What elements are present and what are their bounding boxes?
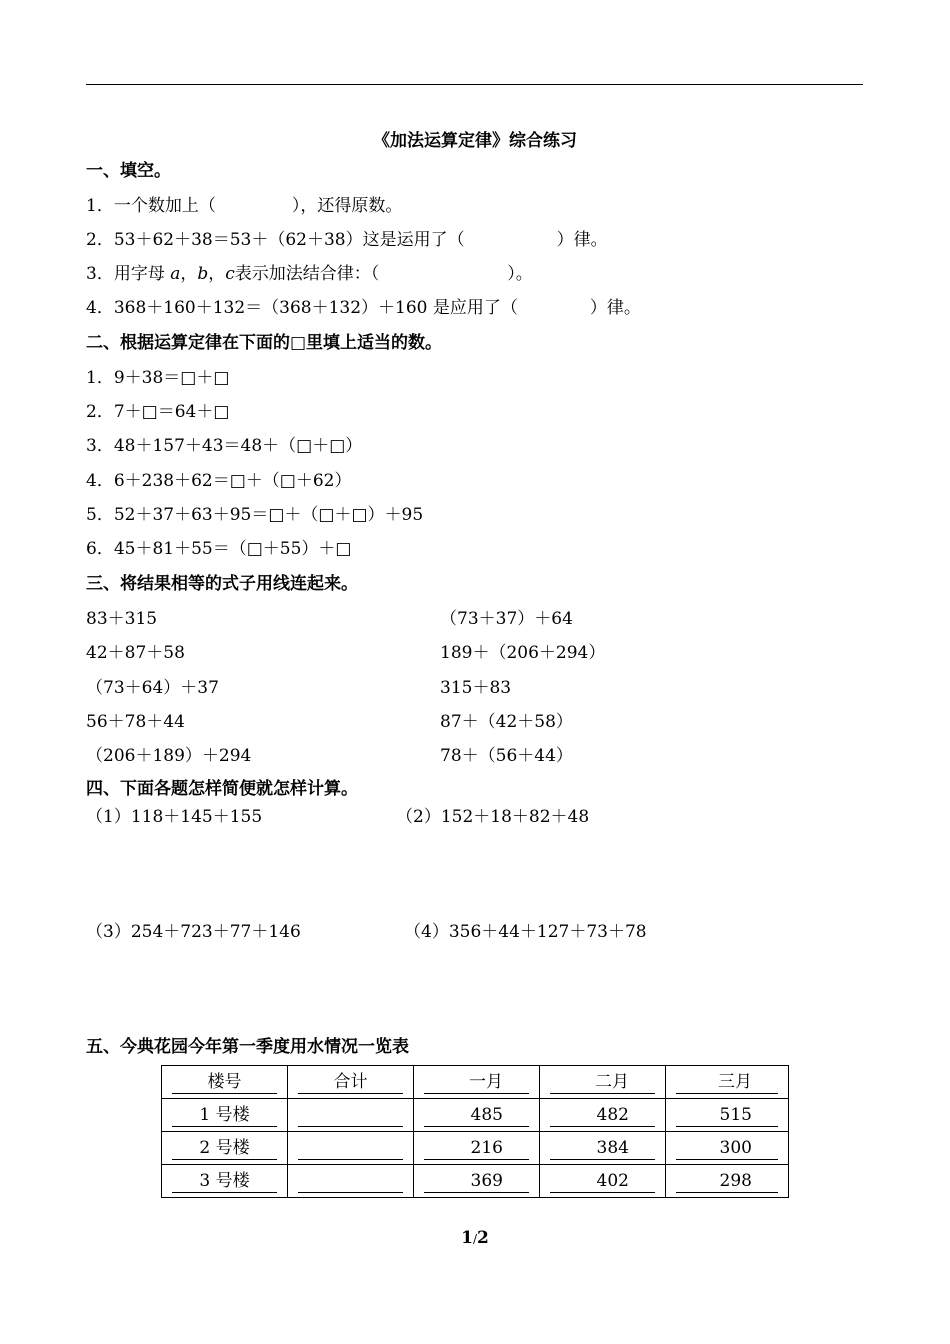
match-left-2: 42＋87＋58: [86, 643, 185, 663]
header-building: 楼号: [172, 1071, 277, 1094]
box-question-3: 3．48＋157＋43＝48＋（□＋□）: [86, 436, 363, 456]
match-right-1: （73＋37）＋64: [440, 609, 573, 629]
fill-question-4: 4．368＋160＋132＝（368＋132）＋160 是应用了（ ）律。: [86, 298, 641, 318]
box-question-1: 1．9＋38＝□＋□: [86, 368, 230, 388]
match-left-3: （73＋64）＋37: [86, 678, 219, 698]
row-feb: 384: [550, 1137, 655, 1160]
page-separator: /: [472, 1232, 478, 1246]
page-title: 《加法运算定律》综合练习: [373, 131, 577, 151]
page-number: [0, 1228, 950, 1248]
row-total-blank: [298, 1104, 403, 1127]
table-row: [162, 1132, 789, 1165]
fill-question-1: 1．一个数加上（ ），还得原数。: [86, 196, 403, 216]
match-right-4: 87＋（42＋58）: [440, 712, 573, 732]
section4-heading: 四、下面各题怎样简便就怎样计算。: [86, 779, 358, 799]
section3-heading: 三、将结果相等的式子用线连起来。: [86, 574, 358, 594]
row-jan: 216: [424, 1137, 529, 1160]
fill-question-3: 3．用字母 a，b，c表示加法结合律：（ ）。: [86, 264, 533, 284]
match-right-3: 315＋83: [440, 678, 512, 698]
row-jan: 485: [424, 1104, 529, 1127]
table-row: [162, 1165, 789, 1198]
match-right-2: 189＋（206＋294）: [440, 643, 606, 663]
calc-problem-1: （1）118＋145＋155: [86, 807, 263, 827]
row-building: 3 号楼: [172, 1170, 277, 1193]
page-total: 2: [477, 1228, 489, 1248]
row-mar: 300: [676, 1137, 778, 1160]
header-jan: 一月: [424, 1071, 529, 1094]
table-row: [162, 1099, 789, 1132]
match-left-1: 83＋315: [86, 609, 158, 629]
box-question-4: 4．6＋238＋62＝□＋（□＋62）: [86, 471, 352, 491]
box-question-2: 2．7＋□＝64＋□: [86, 402, 230, 422]
row-total-blank: [298, 1137, 403, 1160]
row-feb: 482: [550, 1104, 655, 1127]
header-total: 合计: [298, 1071, 403, 1094]
row-mar: 298: [676, 1170, 778, 1193]
section2-heading: 二、根据运算定律在下面的□里填上适当的数。: [86, 333, 443, 353]
row-mar: 515: [676, 1104, 778, 1127]
calc-problem-4: （4）356＋44＋127＋73＋78: [404, 922, 647, 942]
calc-problem-2: （2）152＋18＋82＋48: [396, 807, 590, 827]
match-left-4: 56＋78＋44: [86, 712, 185, 732]
box-question-5: 5．52＋37＋63＋95＝□＋（□＋□）＋95: [86, 505, 424, 525]
match-right-5: 78＋（56＋44）: [440, 746, 573, 766]
page-current: 1: [461, 1228, 473, 1248]
match-left-5: （206＋189）＋294: [86, 746, 252, 766]
header-feb: 二月: [550, 1071, 655, 1094]
row-building: 2 号楼: [172, 1137, 277, 1160]
row-feb: 402: [550, 1170, 655, 1193]
section1-heading: 一、填空。: [86, 161, 171, 181]
header-rule: [86, 84, 863, 85]
header-mar: 三月: [676, 1071, 778, 1094]
row-building: 1 号楼: [172, 1104, 277, 1127]
box-question-6: 6．45＋81＋55＝（□＋55）＋□: [86, 539, 352, 559]
row-total-blank: [298, 1170, 403, 1193]
water-usage-table: [161, 1065, 789, 1198]
table-header-row: [162, 1066, 789, 1099]
fill-question-2: 2．53＋62＋38＝53＋（62＋38）这是运用了（ ）律。: [86, 230, 608, 250]
row-jan: 369: [424, 1170, 529, 1193]
section5-heading: 五、今典花园今年第一季度用水情况一览表: [86, 1037, 409, 1057]
calc-problem-3: （3）254＋723＋77＋146: [86, 922, 301, 942]
